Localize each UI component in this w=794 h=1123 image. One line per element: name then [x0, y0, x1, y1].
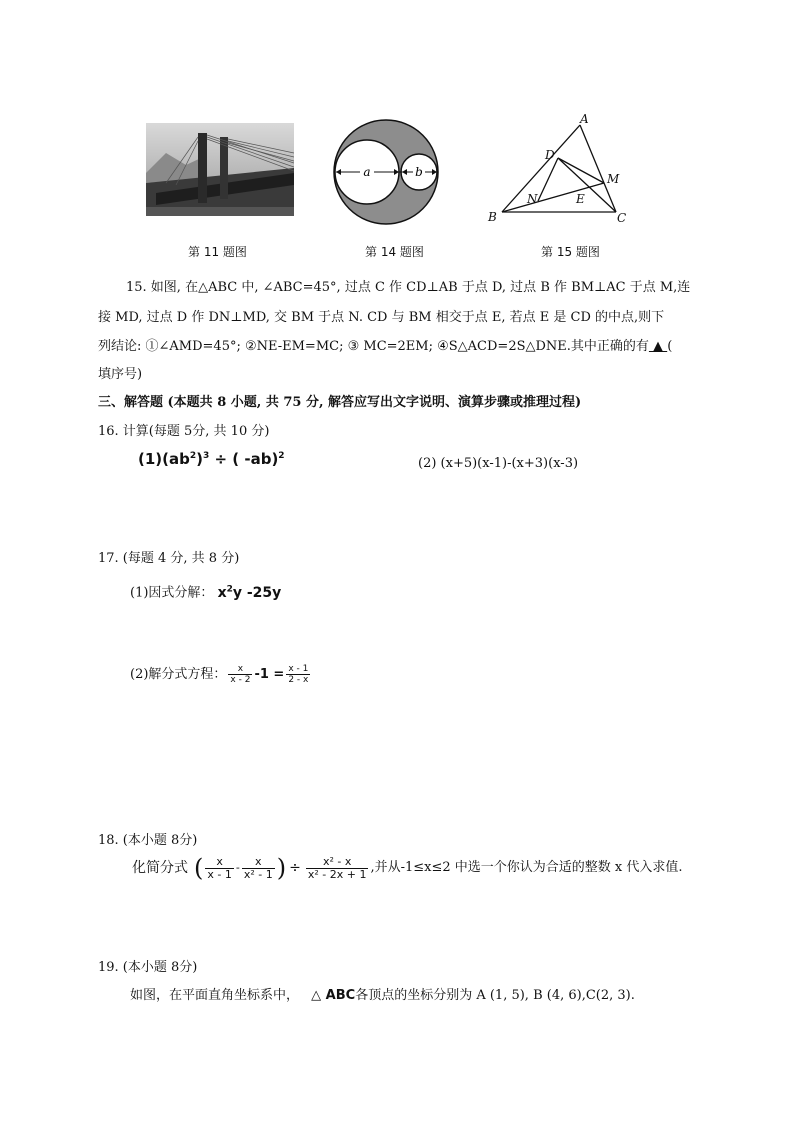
point-N: N — [527, 192, 538, 206]
figure-11-caption: 第 11 题图 — [188, 245, 247, 259]
q17-fraction-2: $\frac{x - 1}{2 - x}$ — [288, 664, 309, 685]
q17-part2-mid: -1 = — [254, 666, 285, 682]
q15-line4: 填序号) — [98, 367, 143, 382]
q19-text-b: 各顶点的坐标分别为 A (1, 5), B (4, 6),C(2, 3). — [355, 988, 635, 1003]
q16-part1 — [138, 450, 285, 468]
q17-part2 — [130, 664, 312, 685]
q18-left-paren: ( — [194, 854, 204, 882]
q18-prefix: 化简分式 — [132, 860, 188, 876]
q16-part1-base: (ab — [162, 450, 190, 468]
point-B: B — [488, 210, 497, 224]
figure-15-triangle — [484, 113, 634, 231]
q17-heading: 17. (每题 4 分, 共 8 分) — [98, 551, 240, 566]
q17-part2-label: (2)解分式方程： — [130, 666, 227, 682]
q15-line2: 接 MD, 过点 D 作 DN⊥MD, 交 BM 于点 N. CD 与 BM 相交于点 E, 若点 E 是 CD 的中点,则下 — [98, 310, 665, 325]
q18-heading: 18. (本小题 8分) — [98, 833, 198, 848]
q16-part1-close: ) — [196, 450, 203, 468]
q18-minus: - — [235, 861, 240, 874]
q16-heading: 16. 计算(每题 5分, 共 10 分) — [98, 424, 270, 439]
q15-line3-text: 列结论: ①∠AMD=45°; ②NE-EM=MC; ③ MC=2EM; ④S△ACD=2S△DNE.其中正确的有 — [98, 339, 649, 354]
q18-expression — [132, 850, 683, 886]
q18-fraction-3: $\frac{\text{x² - x}}{\text{x² - 2x + 1}}$ — [307, 854, 367, 881]
bridge-photo — [146, 123, 294, 216]
q19-text — [130, 987, 635, 1005]
figure-15-caption: 第 15 题图 — [541, 245, 600, 259]
point-C: C — [617, 211, 627, 225]
point-E: E — [576, 192, 585, 206]
point-D: D — [545, 148, 555, 162]
q19-triangle: △ ABC — [311, 988, 356, 1003]
q18-fraction-1: $\frac{x}{x - 1}$ — [207, 854, 232, 881]
q18-div: ÷ — [289, 860, 301, 876]
figure-11-photo — [146, 123, 294, 216]
label-b: b — [415, 165, 423, 179]
point-M: M — [607, 172, 620, 186]
q19-text-a: 如图，在平面直角坐标系中， — [130, 988, 300, 1003]
q16-part1-label: (1) — [138, 450, 163, 468]
q15-line1: 15. 如图, 在△ABC 中, ∠ABC=45°, 过点 C 作 CD⊥AB 于点 D, 过点 B 作 BM⊥AC 于点 M,连 — [126, 280, 691, 295]
q18-right-paren: ) — [276, 854, 287, 882]
q17-part1-expr: $x^2y$ -25y — [217, 584, 282, 601]
point-A: A — [580, 113, 589, 126]
q18-fraction-2: $\frac{x}{\text{x² - 1}}$ — [243, 854, 273, 881]
q15-line3-paren: ( — [667, 339, 673, 354]
figure-14-caption: 第 14 题图 — [365, 245, 424, 259]
q16-part1-div: ÷ ( -ab) — [209, 450, 279, 468]
q16-part2: (2) (x+5)(x-1)-(x+3)(x-3) — [418, 456, 579, 471]
q17-part1-label: (1)因式分解： — [130, 585, 214, 601]
q18-suffix: ,并从-1≤x≤2 中选一个你认为合适的整数 x 代入求值. — [370, 860, 683, 875]
q19-heading: 19. (本小题 8分) — [98, 960, 198, 975]
figure-14-circles — [330, 118, 442, 226]
label-a: a — [363, 165, 371, 179]
q16-part1-inner-exp: 2 — [189, 451, 197, 461]
q16-part1-exp: 3 — [203, 451, 210, 461]
q15-answer-blank: ▲ — [648, 339, 668, 354]
q17-part1 — [130, 580, 281, 603]
q16-part1-exp2: 2 — [278, 451, 285, 461]
section-3-title: 三、解答题 (本题共 8 小题, 共 75 分, 解答应写出文字说明、演算步骤或推理过程) — [98, 395, 582, 410]
q15-line3 — [98, 338, 672, 356]
q17-fraction-1: $\frac{x}{x - 2}$ — [230, 664, 251, 685]
